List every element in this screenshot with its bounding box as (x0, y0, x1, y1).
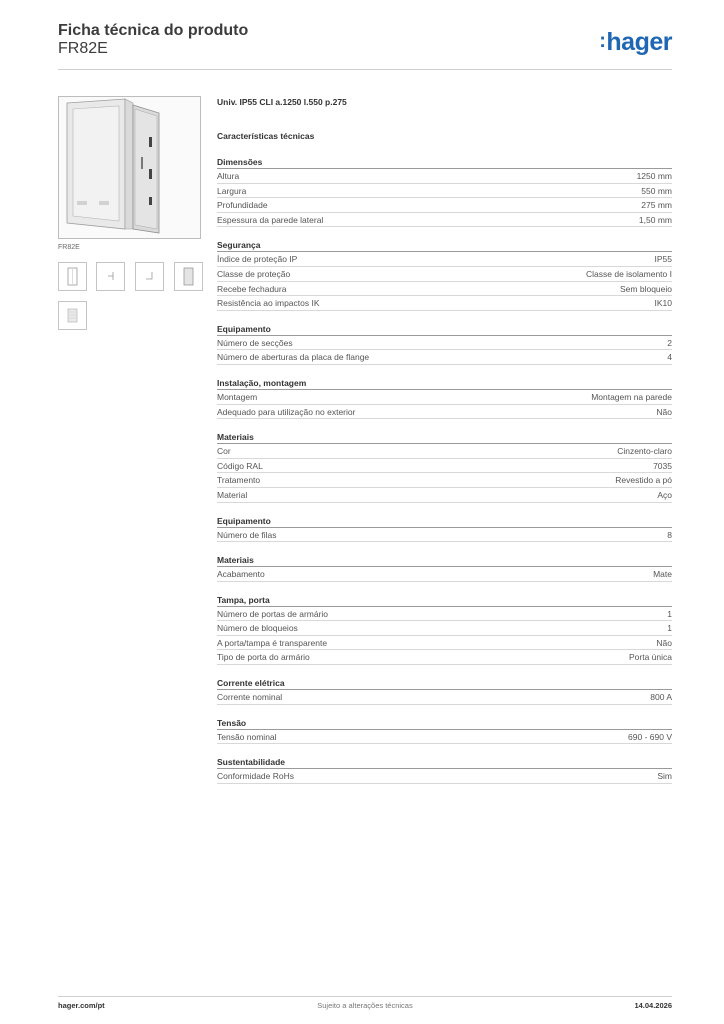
spec-group (217, 377, 672, 419)
spec-group (217, 323, 672, 365)
spec-label: Índice de proteção IP (217, 254, 298, 265)
spec-group (217, 756, 672, 784)
spec-value: Porta única (629, 652, 672, 663)
spec-row (217, 459, 672, 474)
spec-label: Altura (217, 171, 240, 181)
spec-label: Conformidade RoHs (217, 771, 295, 782)
spec-row (217, 444, 672, 459)
spec-label: Tipo de porta do armário (217, 652, 310, 663)
spec-value: 1250 mm (636, 171, 672, 181)
spec-row (217, 252, 672, 267)
door-open-icon[interactable] (58, 301, 87, 330)
spec-value: 2 (667, 337, 672, 348)
section-title: Materiais (217, 554, 672, 567)
hager-logo: :hager (599, 28, 672, 56)
footer-date: 14.04.2026 (634, 1001, 672, 1010)
spec-label: Número de bloqueios (217, 623, 298, 634)
spec-label: Espessura da parede lateral (217, 214, 324, 225)
spec-value: IP55 (654, 254, 672, 265)
spec-value: Mate (653, 569, 672, 580)
spec-row (217, 690, 672, 705)
spec-row (217, 198, 672, 213)
spec-label: A porta/tampa é transparente (217, 637, 328, 648)
page-footer (58, 996, 672, 1012)
spec-label: Cor (217, 446, 231, 457)
section-title: Dimensões (217, 156, 672, 169)
spec-row (217, 621, 672, 636)
cabinet-illustration (59, 97, 200, 238)
specs-heading: Características técnicas (217, 131, 315, 141)
spec-value: 1 (667, 623, 672, 634)
spec-row (217, 390, 672, 405)
spec-row (217, 405, 672, 420)
section-title: Equipamento (217, 323, 672, 336)
spec-value: 1 (667, 608, 672, 619)
spec-value: 1,50 mm (638, 214, 672, 225)
cabinet-front-icon[interactable] (58, 262, 87, 291)
spec-row (217, 282, 672, 297)
mounting-detail-icon[interactable] (135, 262, 164, 291)
spec-label: Corrente nominal (217, 692, 283, 703)
spec-label: Tratamento (217, 475, 261, 486)
spec-value: 8 (667, 529, 672, 540)
spec-row (217, 473, 672, 488)
spec-group (217, 515, 672, 543)
spec-label: Código RAL (217, 460, 263, 471)
spec-label: Montagem (217, 391, 258, 402)
spec-sections (217, 156, 672, 784)
spec-row (217, 769, 672, 784)
footer-website[interactable]: hager.com/pt (58, 1001, 105, 1010)
spec-row (217, 184, 672, 199)
section-title: Tampa, porta (217, 594, 672, 607)
spec-label: Número de aberturas da placa de flange (217, 352, 370, 363)
spec-group (217, 431, 672, 502)
section-title: Instalação, montagem (217, 377, 672, 390)
spec-row (217, 336, 672, 351)
product-subtitle: Univ. IP55 CLI a.1250 l.550 p.275 (217, 97, 347, 107)
spec-row (217, 488, 672, 503)
section-title: Sustentabilidade (217, 756, 672, 769)
spec-label: Recebe fechadura (217, 283, 287, 294)
spec-value: IK10 (654, 298, 672, 309)
spec-group (217, 717, 672, 745)
door-hinge-icon[interactable] (96, 262, 125, 291)
spec-value: 690 - 690 V (628, 731, 672, 742)
image-caption: FR82E (58, 244, 80, 251)
section-title: Segurança (217, 239, 672, 252)
spec-label: Número de portas de armário (217, 608, 329, 619)
document-title: Ficha técnica do produto (58, 22, 249, 39)
spec-label: Resistência ao impactos IK (217, 298, 320, 309)
spec-group (217, 554, 672, 582)
spec-value: Não (656, 406, 672, 417)
product-image (58, 96, 201, 239)
spec-group (217, 156, 672, 227)
section-title: Corrente elétrica (217, 677, 672, 690)
section-title: Equipamento (217, 515, 672, 528)
spec-value: 550 mm (641, 185, 672, 196)
spec-row (217, 567, 672, 582)
spec-value: Sim (657, 771, 672, 782)
spec-label: Acabamento (217, 569, 265, 580)
spec-row (217, 650, 672, 665)
spec-value: Revestido a pó (615, 475, 672, 486)
spec-row (217, 296, 672, 311)
spec-label: Tensão nominal (217, 731, 277, 742)
spec-value: 4 (667, 352, 672, 363)
footer-notice: Sujeito a alterações técnicas (317, 1001, 413, 1010)
spec-value: 7035 (653, 460, 672, 471)
spec-row (217, 636, 672, 651)
spec-label: Material (217, 489, 248, 500)
spec-row (217, 528, 672, 543)
section-title: Materiais (217, 431, 672, 444)
spec-row (217, 213, 672, 228)
section-title: Tensão (217, 717, 672, 730)
spec-value: Cinzento-claro (617, 446, 672, 457)
spec-value: 275 mm (641, 200, 672, 211)
spec-group (217, 239, 672, 310)
spec-row (217, 607, 672, 622)
spec-value: Montagem na parede (591, 391, 672, 402)
spec-value: 800 A (650, 692, 672, 703)
page-header (58, 22, 672, 70)
spec-row (217, 267, 672, 282)
spec-label: Largura (217, 185, 247, 196)
spec-row (217, 730, 672, 745)
spec-group (217, 677, 672, 705)
spec-value: Aço (657, 489, 672, 500)
product-code: FR82E (58, 40, 108, 57)
spec-row (217, 169, 672, 184)
spec-value: Classe de isolamento I (586, 268, 672, 279)
cabinet-body-icon[interactable] (174, 262, 203, 291)
spec-label: Adequado para utilização no exterior (217, 406, 356, 417)
spec-label: Número de secções (217, 337, 293, 348)
spec-label: Número de filas (217, 529, 277, 540)
spec-value: Não (656, 637, 672, 648)
specifications-panel (217, 96, 672, 784)
spec-row (217, 350, 672, 365)
spec-label: Profundidade (217, 200, 268, 211)
spec-label: Classe de proteção (217, 268, 291, 279)
spec-group (217, 594, 672, 665)
spec-value: Sem bloqueio (620, 283, 672, 294)
